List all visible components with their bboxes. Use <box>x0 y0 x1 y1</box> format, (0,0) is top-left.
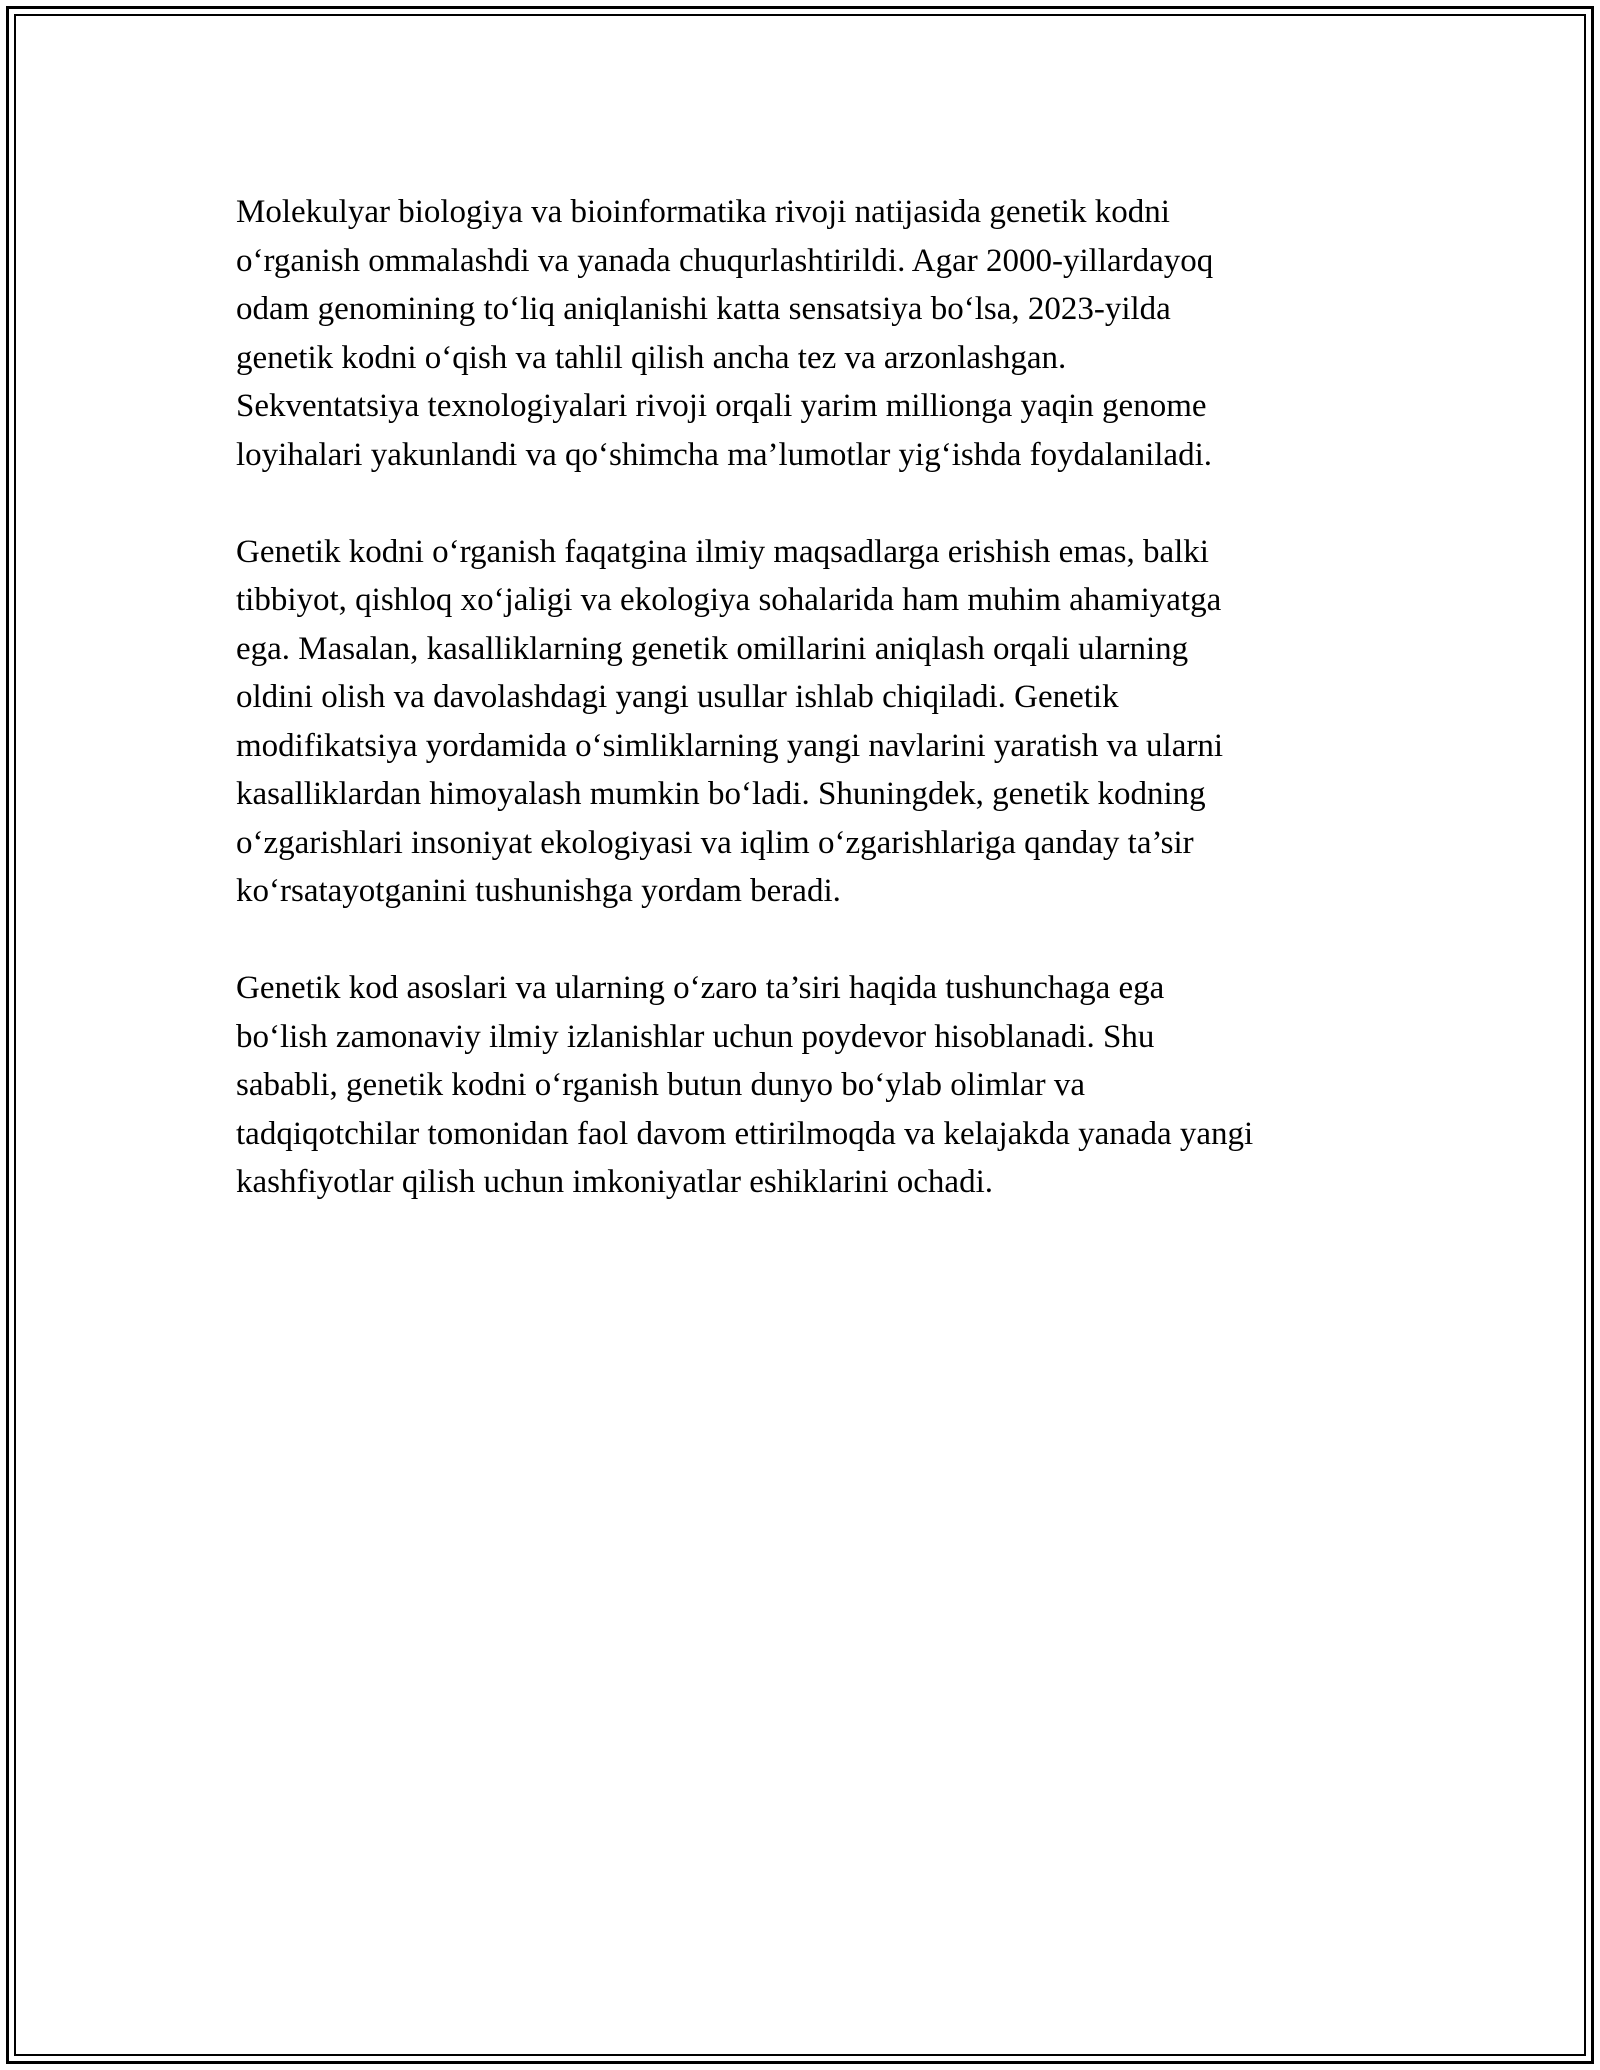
text-line: o‘rganish ommalashdi va yanada chuqurlashtirildi. Agar 2000-yillardayoq <box>236 242 1214 279</box>
text-line: kasalliklardan himoyalash mumkin bo‘ladi. Shuningdek, genetik kodning <box>236 776 1206 812</box>
text-line: o‘zgarishlari insoniyat ekologiyasi va iqlim o‘zgarishlariga qanday ta’sir <box>236 824 1194 861</box>
text-line: ega. Masalan, kasalliklarning genetik omillarini aniqlash orqali ularning <box>236 630 1189 667</box>
text-line: Sekventatsiya texnologiyalari rivoji orqali yarim millionga yaqin genome <box>236 388 1207 424</box>
text-line: modifikatsiya yordamida o‘simliklarning yangi navlarini yaratish va ularni <box>236 727 1224 764</box>
document-body <box>236 188 1376 1255</box>
paragraph-2 <box>236 528 1376 916</box>
paragraph-3 <box>236 964 1376 1207</box>
text-line: tibbiyot, qishloq xo‘jaligi va ekologiya sohalarida ham muhim ahamiyatga <box>236 582 1222 618</box>
text-line: bo‘lish zamonaviy ilmiy izlanishlar uchun poydevor hisoblanadi. Shu <box>236 1018 1155 1055</box>
text-line: tadqiqotchilar tomonidan faol davom ettirilmoqda va kelajakda yanada yangi <box>236 1115 1254 1152</box>
text-line: loyihalari yakunlandi va qo‘shimcha ma’lumotlar yig‘ishda foydalaniladi. <box>236 436 1212 473</box>
text-line: Genetik kod asoslari va ularning o‘zaro ta’siri haqida tushunchaga ega <box>236 970 1165 1006</box>
text-line: odam genomining to‘liq aniqlanishi katta sensatsiya bo‘lsa, 2023-yilda <box>236 291 1171 327</box>
text-line: Genetik kodni o‘rganish faqatgina ilmiy maqsadlarga erishish emas, balki <box>236 533 1209 570</box>
text-line: genetik kodni o‘qish va tahlil qilish ancha tez va arzonlashgan. <box>236 339 1067 376</box>
paragraph-1 <box>236 188 1376 479</box>
text-line: Molekulyar biologiya va bioinformatika rivoji natijasida genetik kodni <box>236 194 1170 230</box>
text-line: kashfiyotlar qilish uchun imkoniyatlar eshiklarini ochadi. <box>236 1164 994 1200</box>
text-line: ko‘rsatayotganini tushunishga yordam beradi. <box>236 873 841 909</box>
text-line: oldini olish va davolashdagi yangi usullar ishlab chiqiladi. Genetik <box>236 679 1119 715</box>
text-line: sababli, genetik kodni o‘rganish butun dunyo bo‘ylab olimlar va <box>236 1067 1085 1103</box>
